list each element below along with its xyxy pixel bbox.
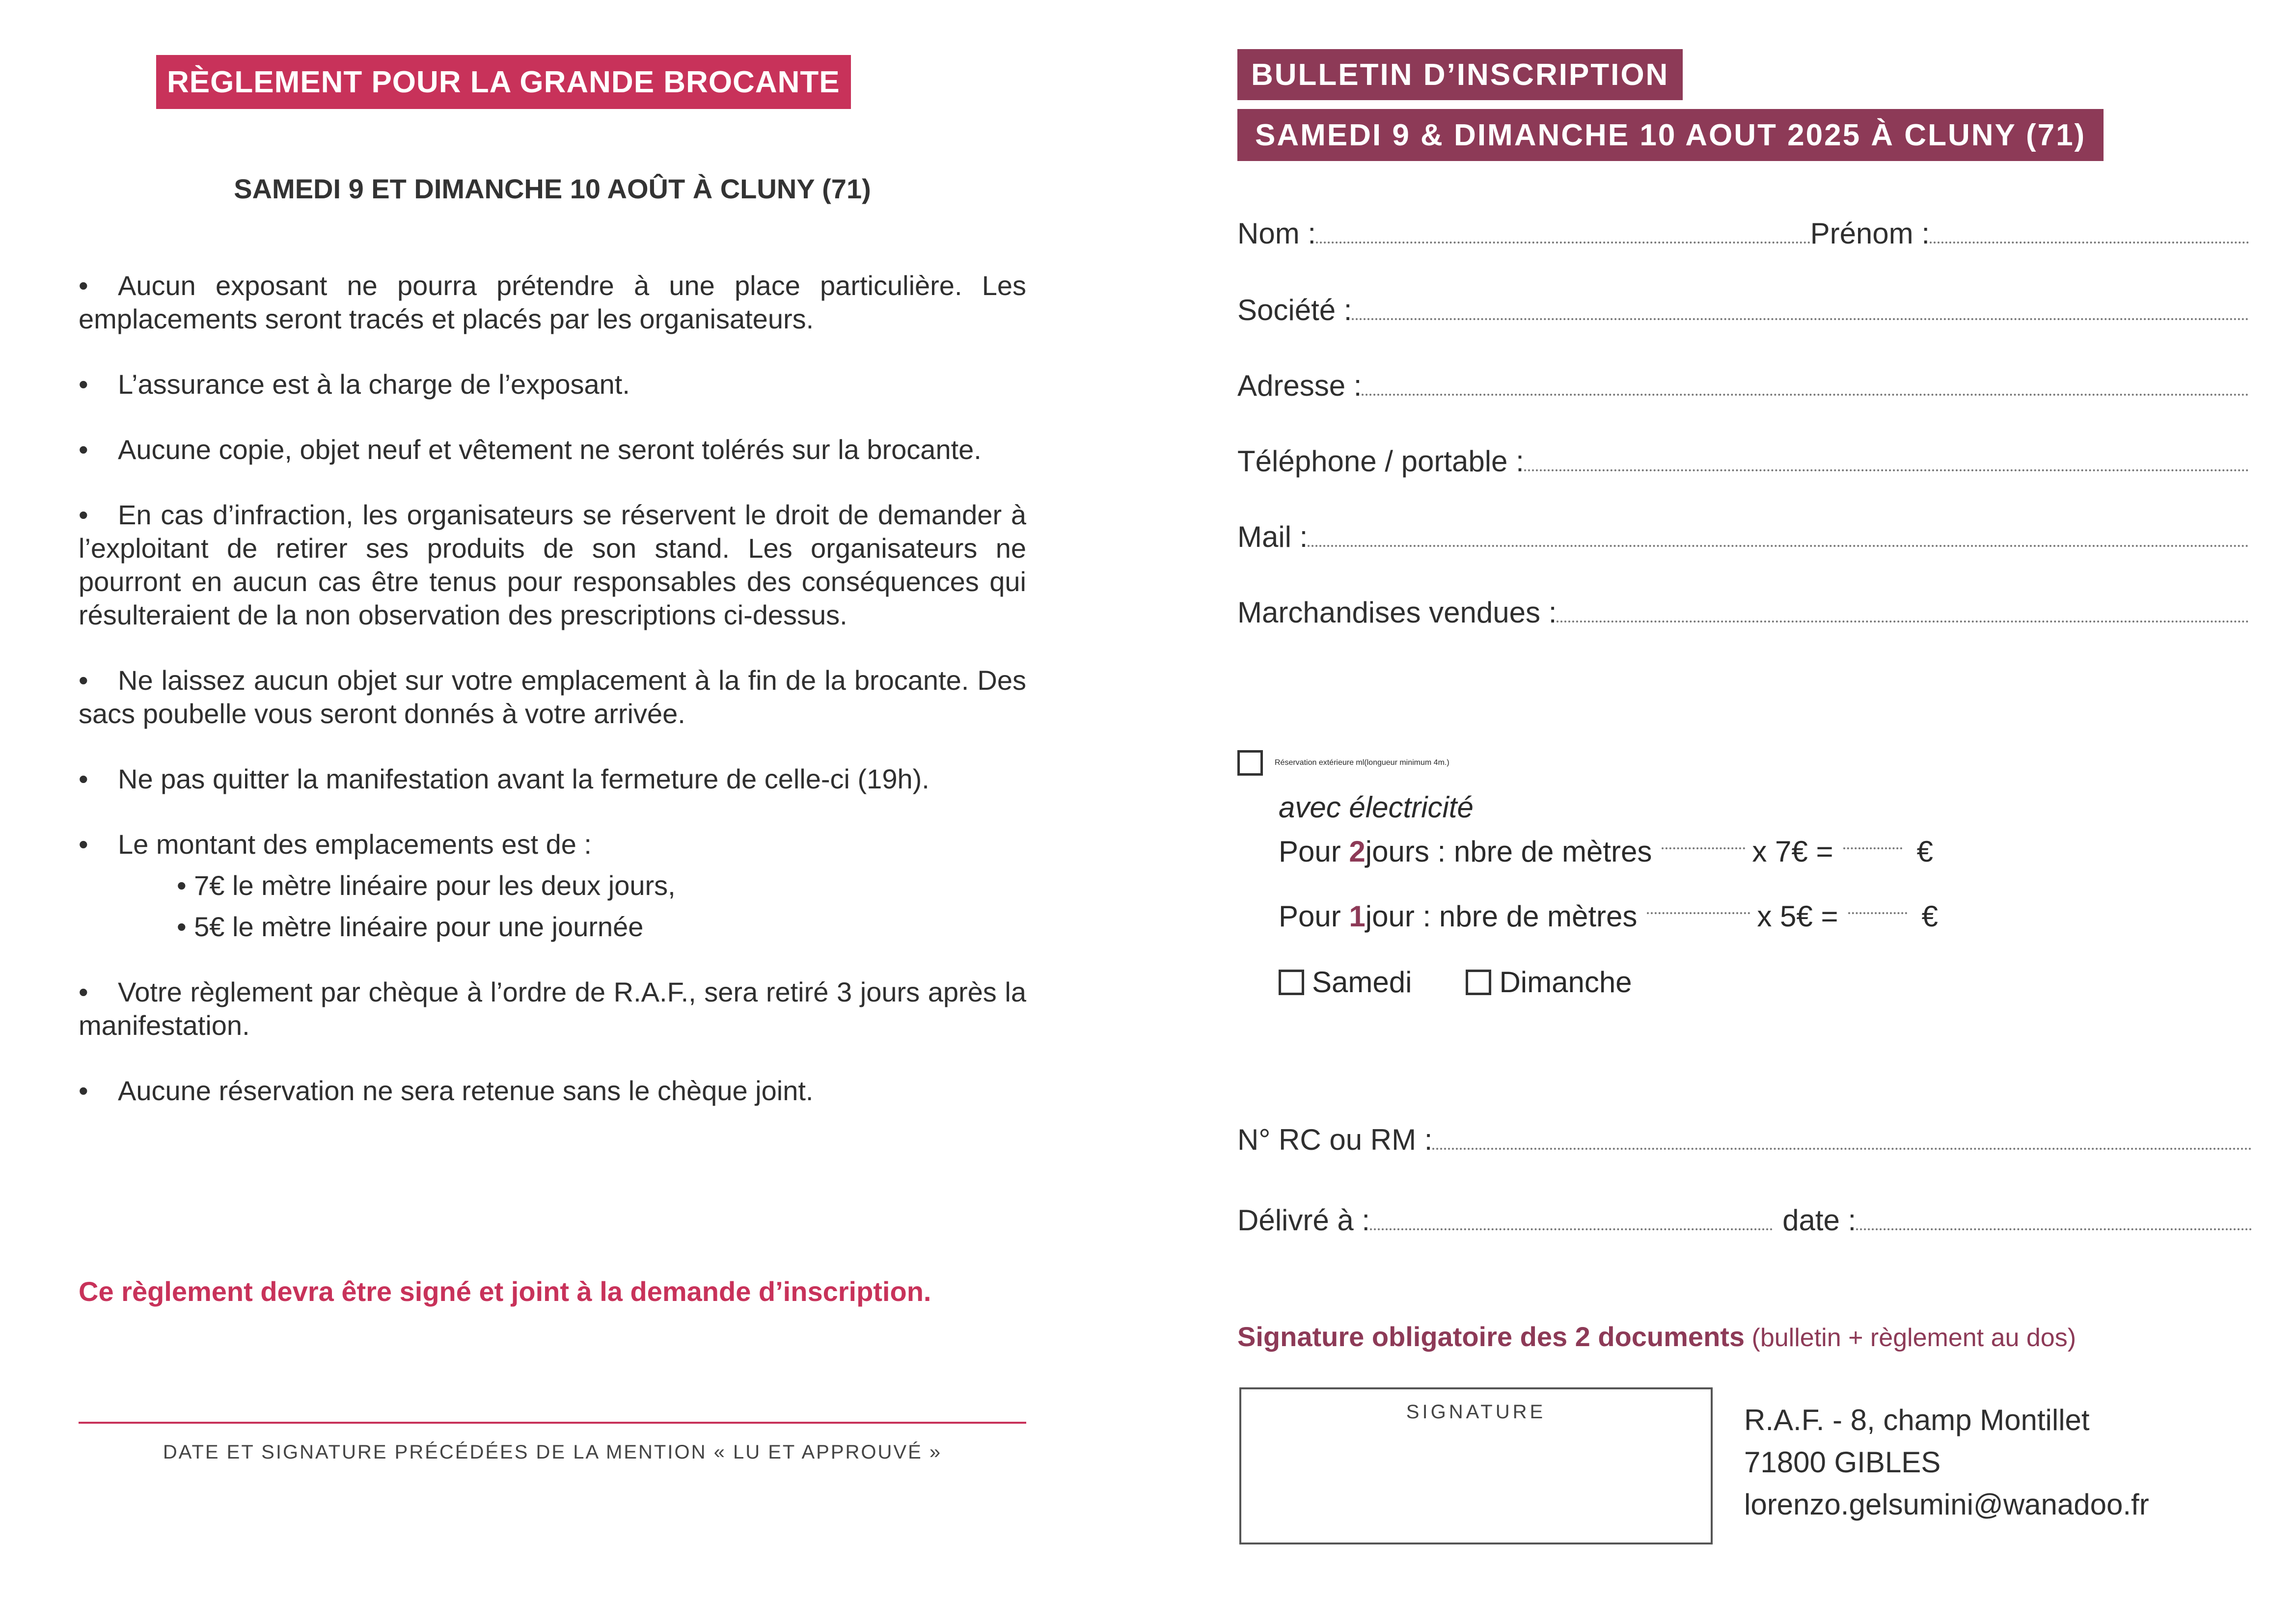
signature-box[interactable] bbox=[1239, 1387, 1713, 1544]
signature-box-label: SIGNATURE bbox=[1406, 1401, 1546, 1423]
delivre-label: Délivré à : bbox=[1237, 1204, 1370, 1237]
two-days-suffix: jours : nbre de mètres bbox=[1365, 835, 1652, 868]
nom-field[interactable] bbox=[1316, 242, 1810, 244]
price-list bbox=[79, 869, 1026, 944]
societe-label: Société : bbox=[1237, 294, 1352, 326]
mail-field[interactable] bbox=[1308, 545, 2249, 547]
two-days-meters-field[interactable] bbox=[1662, 847, 1745, 849]
rule-text: Aucun exposant ne pourra prétendre à une place particulière. Les emplacements seront tracés et placés par les organisateurs. bbox=[79, 270, 1026, 334]
telephone-field[interactable] bbox=[1524, 469, 2249, 471]
reservation-label: Réservation extérieure ml(longueur minimum 4m.) bbox=[1275, 758, 1449, 767]
rules-banner: RÈGLEMENT POUR LA GRANDE BROCANTE bbox=[156, 55, 851, 109]
date-field[interactable] bbox=[1856, 1228, 2252, 1230]
societe-row bbox=[1237, 290, 2249, 327]
rule-item bbox=[79, 664, 1026, 731]
closing-note: Ce règlement devra être signé et joint à la demande d’inscription. bbox=[79, 1276, 931, 1307]
rule-text: L’assurance est à la charge de l’exposant. bbox=[118, 369, 630, 400]
reservation-row bbox=[1237, 750, 1449, 776]
rule-text: Ne pas quitter la manifestation avant la fermeture de celle-ci (19h). bbox=[118, 763, 929, 794]
prenom-label: Prénom : bbox=[1810, 217, 1930, 250]
bullet-icon: • bbox=[79, 763, 88, 794]
delivre-row bbox=[1237, 1200, 2252, 1237]
two-days-row bbox=[1279, 835, 1933, 868]
electricity-label: avec électricité bbox=[1279, 791, 1474, 824]
one-day-row bbox=[1279, 899, 1938, 933]
marchandises-label: Marchandises vendues : bbox=[1237, 596, 1557, 629]
address-email: lorenzo.gelsumini@wanadoo.fr bbox=[1744, 1488, 2149, 1521]
one-day-suffix: jour : nbre de mètres bbox=[1365, 900, 1638, 933]
mail-label: Mail : bbox=[1237, 520, 1308, 553]
address-line: 71800 GIBLES bbox=[1744, 1446, 1941, 1479]
signature-required-text: Signature obligatoire des 2 documents bbox=[1237, 1321, 1745, 1352]
rule-item bbox=[79, 368, 1026, 401]
one-day-rate: x 5€ = bbox=[1757, 900, 1838, 933]
signature-required bbox=[1237, 1321, 2076, 1353]
rule-item bbox=[79, 975, 1026, 1042]
euro-sign: € bbox=[1916, 835, 1933, 868]
form-banner-title: BULLETIN D’INSCRIPTION bbox=[1237, 49, 1683, 100]
dimanche-label: Dimanche bbox=[1499, 966, 1632, 999]
rule-text: Aucune copie, objet neuf et vêtement ne seront tolérés sur la brocante. bbox=[118, 434, 982, 465]
samedi-label: Samedi bbox=[1312, 966, 1412, 999]
price-item: • 7€ le mètre linéaire pour les deux jours, bbox=[177, 870, 676, 901]
prenom-field[interactable] bbox=[1930, 242, 2249, 244]
rule-text: Le montant des emplacements est de : bbox=[118, 829, 592, 860]
rule-text: En cas d’infraction, les organisateurs se réservent le droit de demander à l’exploitant de retirer ses produits de son stand. Les organisateurs ne pourront en aucun cas être tenus pour responsables des conséquences qui résulteraient de la non observation des prescriptions ci-dessus. bbox=[79, 499, 1026, 630]
rc-rm-field[interactable] bbox=[1432, 1148, 2252, 1150]
address-line: R.A.F. - 8, champ Montillet bbox=[1744, 1404, 2090, 1436]
rule-text: Aucune réservation ne sera retenue sans le chèque joint. bbox=[118, 1075, 814, 1106]
days-choice-row bbox=[1279, 965, 1632, 999]
date-label: date : bbox=[1782, 1204, 1857, 1237]
bullet-icon: • bbox=[79, 829, 88, 860]
adresse-row bbox=[1237, 365, 2249, 403]
signature-line[interactable] bbox=[79, 1422, 1026, 1424]
name-row bbox=[1237, 213, 2249, 250]
rule-text: Votre règlement par chèque à l’ordre de R.A.F., sera retiré 3 jours après la manifestation. bbox=[79, 976, 1026, 1041]
bullet-icon: • bbox=[79, 270, 88, 301]
rule-item bbox=[79, 433, 1026, 466]
delivre-field[interactable] bbox=[1370, 1228, 1773, 1230]
bullet-icon: • bbox=[79, 665, 88, 696]
bullet-icon: • bbox=[79, 499, 88, 530]
rule-item bbox=[79, 762, 1026, 796]
signature-caption: DATE ET SIGNATURE PRÉCÉDÉES DE LA MENTION « LU ET APPROUVÉ » bbox=[163, 1441, 942, 1463]
marchandises-row bbox=[1237, 592, 2249, 629]
organizer-address bbox=[1744, 1399, 2149, 1526]
one-day-prefix: Pour bbox=[1279, 900, 1341, 933]
rule-item bbox=[79, 1074, 1026, 1108]
bullet-icon: • bbox=[79, 1075, 88, 1106]
samedi-checkbox[interactable] bbox=[1279, 970, 1304, 995]
euro-sign: € bbox=[1921, 900, 1938, 933]
form-banner-dates: SAMEDI 9 & DIMANCHE 10 AOUT 2025 À CLUNY (71) bbox=[1237, 109, 2104, 161]
telephone-row bbox=[1237, 441, 2249, 478]
mail-row bbox=[1237, 516, 2249, 554]
adresse-field[interactable] bbox=[1362, 394, 2249, 396]
rc-rm-row bbox=[1237, 1119, 2252, 1157]
one-day-meters-field[interactable] bbox=[1647, 912, 1750, 914]
one-day-number: 1 bbox=[1349, 900, 1366, 933]
rule-text: Ne laissez aucun objet sur votre emplacement à la fin de la brocante. Des sacs poubelle vous seront donnés à votre arrivée. bbox=[79, 665, 1026, 729]
dimanche-checkbox[interactable] bbox=[1466, 970, 1491, 995]
rc-rm-label: N° RC ou RM : bbox=[1237, 1123, 1433, 1156]
adresse-label: Adresse : bbox=[1237, 369, 1362, 402]
bullet-icon: • bbox=[79, 976, 88, 1007]
marchandises-field[interactable] bbox=[1557, 621, 2249, 623]
one-day-total-field[interactable] bbox=[1848, 912, 1907, 914]
two-days-rate: x 7€ = bbox=[1752, 835, 1833, 868]
price-item: • 5€ le mètre linéaire pour une journée bbox=[177, 911, 644, 942]
bullet-icon: • bbox=[79, 369, 88, 400]
rule-item-pricing bbox=[79, 828, 1026, 944]
signature-required-note: (bulletin + règlement au dos) bbox=[1745, 1324, 2077, 1352]
telephone-label: Téléphone / portable : bbox=[1237, 445, 1524, 478]
reservation-checkbox[interactable] bbox=[1237, 750, 1263, 776]
nom-label: Nom : bbox=[1237, 217, 1316, 250]
two-days-total-field[interactable] bbox=[1843, 847, 1902, 849]
rules-subtitle: SAMEDI 9 ET DIMANCHE 10 AOÛT À CLUNY (71) bbox=[234, 173, 871, 204]
bullet-icon: • bbox=[79, 434, 88, 465]
two-days-prefix: Pour bbox=[1279, 835, 1341, 868]
rule-item bbox=[79, 269, 1026, 336]
societe-field[interactable] bbox=[1352, 318, 2249, 320]
rules-list bbox=[79, 269, 1026, 1139]
rule-item bbox=[79, 498, 1026, 632]
two-days-number: 2 bbox=[1349, 835, 1366, 868]
